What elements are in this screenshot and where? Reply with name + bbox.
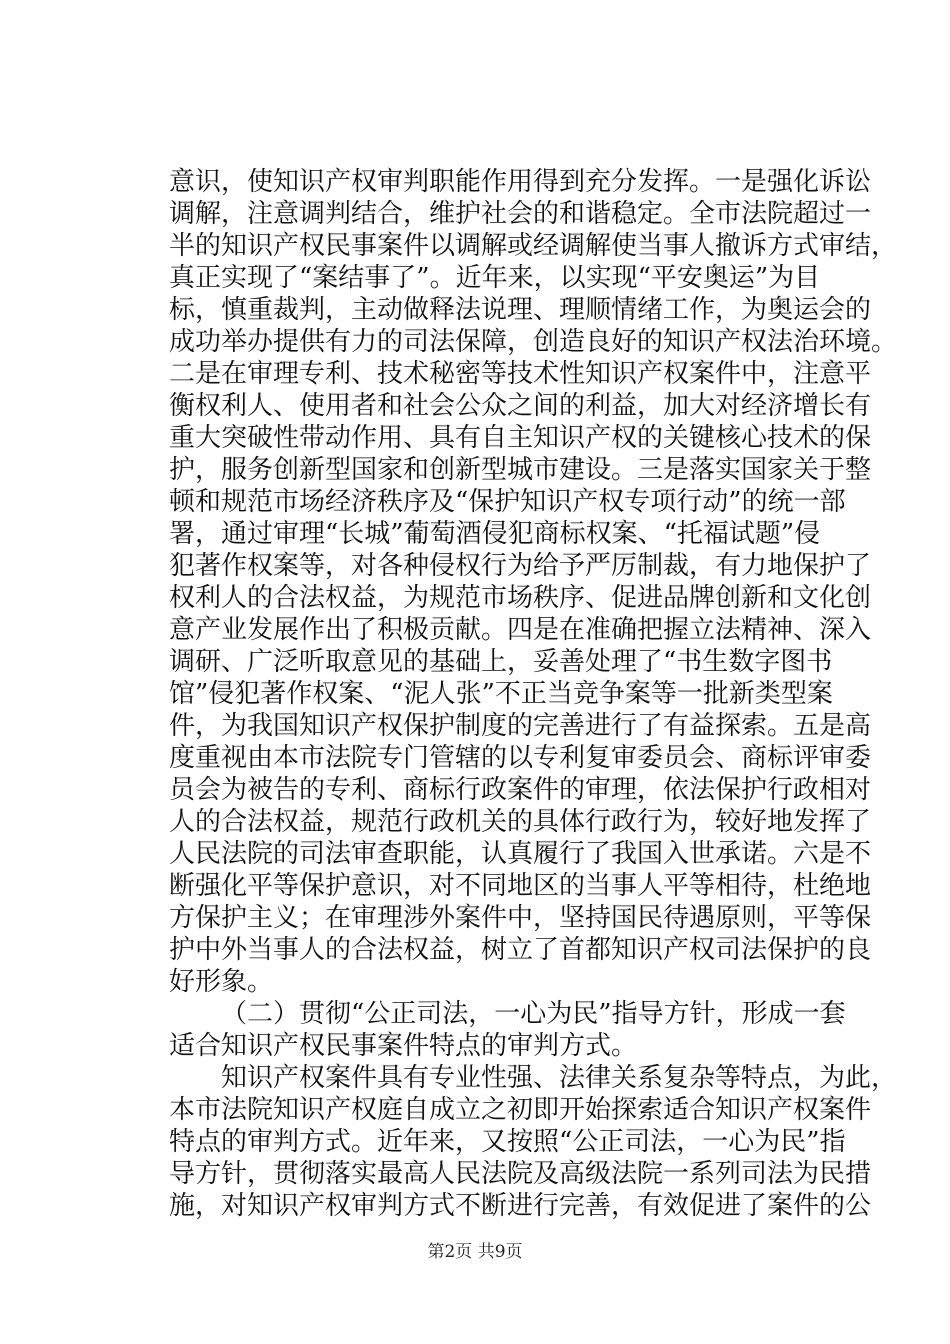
text-line: 护中外当事人的合法权益，树立了首都知识产权司法保护的良 (169, 935, 872, 965)
body-text (169, 166, 898, 1222)
text-line: 标，慎重裁判，主动做释法说理、理顺情绪工作，为奥运会的 (169, 295, 872, 325)
text-line: 意产业发展作出了积极贡献。四是在准确把握立法精神、深入 (169, 615, 872, 645)
text-line: 护，服务创新型国家和创新型城市建设。三是落实国家关于整 (169, 455, 872, 485)
text-line: 意识，使知识产权审判职能作用得到充分发挥。一是强化诉讼 (169, 167, 872, 197)
text-line: 好形象。 (169, 967, 274, 997)
page-number-footer: 第2页 共9页 (427, 1242, 523, 1262)
section-heading-line: （二）贯彻“公正司法，一心为民”指导方针，形成一套 (221, 999, 846, 1029)
text-line: 人民法院的司法审查职能，认真履行了我国入世承诺。六是不 (169, 839, 872, 869)
text-line: 员会为被告的专利、商标行政案件的审理，依法保护行政相对 (169, 775, 872, 805)
text-line: 件，为我国知识产权保护制度的完善进行了有益探索。五是高 (169, 711, 872, 741)
text-line: 调解，注意调判结合，维护社会的和谐稳定。全市法院超过一 (169, 199, 872, 229)
text-line: 成功举办提供有力的司法保障，创造良好的知识产权法治环境。 (169, 327, 898, 357)
text-line: 重大突破性带动作用、具有自主知识产权的关键核心技术的保 (169, 423, 872, 453)
text-line: 署，通过审理“长城”葡萄酒侵犯商标权案、“托福试题”侵 (169, 519, 821, 549)
text-line: 断强化平等保护意识，对不同地区的当事人平等相待，杜绝地 (169, 871, 872, 901)
text-line: 人的合法权益，规范行政机关的具体行政行为，较好地发挥了 (169, 807, 872, 837)
section-heading-line: 适合知识产权民事案件特点的审判方式。 (169, 1031, 638, 1061)
text-line: 方保护主义；在审理涉外案件中，坚持国民待遇原则，平等保 (169, 903, 872, 933)
text-line: 馆”侵犯著作权案、“泥人张”不正当竞争案等一批新类型案 (169, 679, 833, 709)
text-line: 衡权利人、使用者和社会公众之间的利益，加大对经济增长有 (169, 391, 872, 421)
text-line: 导方针，贯彻落实最高人民法院及高级法院一系列司法为民措 (169, 1159, 872, 1189)
text-line: 犯著作权案等，对各种侵权行为给予严厉制裁，有力地保护了 (169, 551, 872, 581)
text-line: 二是在审理专利、技术秘密等技术性知识产权案件中，注意平 (169, 359, 872, 389)
text-line: 度重视由本市法院专门管辖的以专利复审委员会、商标评审委 (169, 743, 872, 773)
text-line: 特点的审判方式。近年来，又按照“公正司法，一心为民”指 (169, 1127, 846, 1157)
text-line: 半的知识产权民事案件以调解或经调解使当事人撤诉方式审结， (169, 231, 898, 261)
text-line: 调研、广泛听取意见的基础上，妥善处理了“书生数字图书 (169, 647, 833, 677)
text-line: 权利人的合法权益，为规范市场秩序、促进品牌创新和文化创 (169, 583, 872, 613)
text-line: 知识产权案件具有专业性强、法律关系复杂等特点，为此， (221, 1063, 898, 1093)
text-line: 顿和规范市场经济秩序及“保护知识产权专项行动”的统一部 (169, 487, 846, 517)
text-line: 真正实现了“案结事了”。近年来，以实现“平安奥运”为目 (169, 263, 821, 293)
text-line: 本市法院知识产权庭自成立之初即开始探索适合知识产权案件 (169, 1095, 872, 1125)
text-line: 施，对知识产权审判方式不断进行完善，有效促进了案件的公 (169, 1191, 872, 1221)
